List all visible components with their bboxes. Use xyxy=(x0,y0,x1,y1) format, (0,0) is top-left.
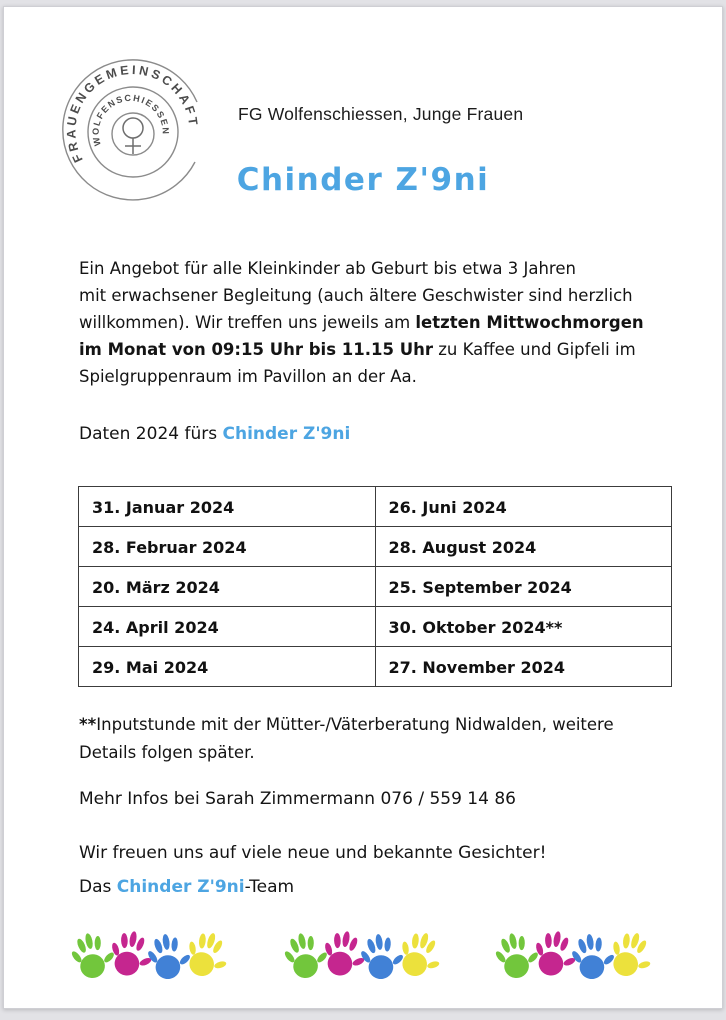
intro-text: willkommen). Wir treffen uns jeweils am xyxy=(79,313,416,332)
handprints-row xyxy=(0,929,726,999)
table-cell: 28. Februar 2024 xyxy=(79,527,376,567)
table-cell: 28. August 2024 xyxy=(375,527,672,567)
intro-line xyxy=(79,282,644,309)
signature-line xyxy=(79,877,294,897)
handprint-group xyxy=(283,929,435,985)
footnote-line xyxy=(79,739,614,767)
table-cell: 30. Oktober 2024** xyxy=(375,607,672,647)
table-row xyxy=(79,487,672,527)
dates-heading xyxy=(79,424,350,444)
org-header: FG Wolfenschiessen, Junge Frauen xyxy=(238,104,524,124)
intro-paragraph xyxy=(79,255,644,390)
handprint-group xyxy=(494,929,646,985)
intro-text: Spielgruppenraum im Pavillon an der Aa. xyxy=(79,367,417,386)
dates-table xyxy=(78,486,672,687)
dates-table-body xyxy=(79,487,672,687)
intro-text-bold: letzten Mittwochmorgen xyxy=(415,313,644,332)
logo-outer-text: FRAUENGEMEINSCHAFT xyxy=(64,62,201,165)
footnote xyxy=(79,711,614,767)
table-row xyxy=(79,567,672,607)
footnote-text: Inputstunde mit der Mütter-/Väterberatung Nidwalden, weitere xyxy=(96,715,614,734)
table-cell: 26. Juni 2024 xyxy=(375,487,672,527)
intro-text: zu Kaffee und Gipfeli im xyxy=(433,340,636,359)
table-cell: 25. September 2024 xyxy=(375,567,672,607)
intro-text: mit erwachsener Begleitung (auch ältere Geschwister sind herzlich xyxy=(79,286,633,305)
intro-text-bold: im Monat von 09:15 Uhr bis 11.15 Uhr xyxy=(79,340,433,359)
signature-highlight: Chinder Z'9ni xyxy=(116,877,245,897)
table-cell: 24. April 2024 xyxy=(79,607,376,647)
footnote-text: Details folgen später. xyxy=(79,743,255,762)
intro-line xyxy=(79,309,644,336)
table-cell: 31. Januar 2024 xyxy=(79,487,376,527)
dates-heading-text: Daten 2024 fürs xyxy=(79,424,223,444)
table-cell: 20. März 2024 xyxy=(79,567,376,607)
table-cell: 29. Mai 2024 xyxy=(79,647,376,687)
table-row xyxy=(79,647,672,687)
intro-line xyxy=(79,363,644,390)
female-symbol-icon xyxy=(123,118,143,154)
intro-text: Ein Angebot für alle Kleinkinder ab Geburt bis etwa 3 Jahren xyxy=(79,259,576,278)
closing-line: Wir freuen uns auf viele neue und bekannte Gesichter! xyxy=(79,843,547,863)
footnote-line xyxy=(79,711,614,739)
signature-text: -Team xyxy=(244,877,295,897)
logo-inner-text: WOLFENSCHIESSEN xyxy=(90,92,171,147)
handprint-group xyxy=(70,929,222,985)
dates-heading-highlight: Chinder Z'9ni xyxy=(222,424,351,444)
table-row xyxy=(79,607,672,647)
signature-text: Das xyxy=(79,877,117,897)
page-title: Chinder Z'9ni xyxy=(236,162,490,198)
contact-line: Mehr Infos bei Sarah Zimmermann 076 / 559 14 86 xyxy=(79,789,516,809)
table-row xyxy=(79,527,672,567)
intro-line xyxy=(79,336,644,363)
footnote-marker: ** xyxy=(79,715,97,734)
intro-line xyxy=(79,255,644,282)
table-cell: 27. November 2024 xyxy=(375,647,672,687)
